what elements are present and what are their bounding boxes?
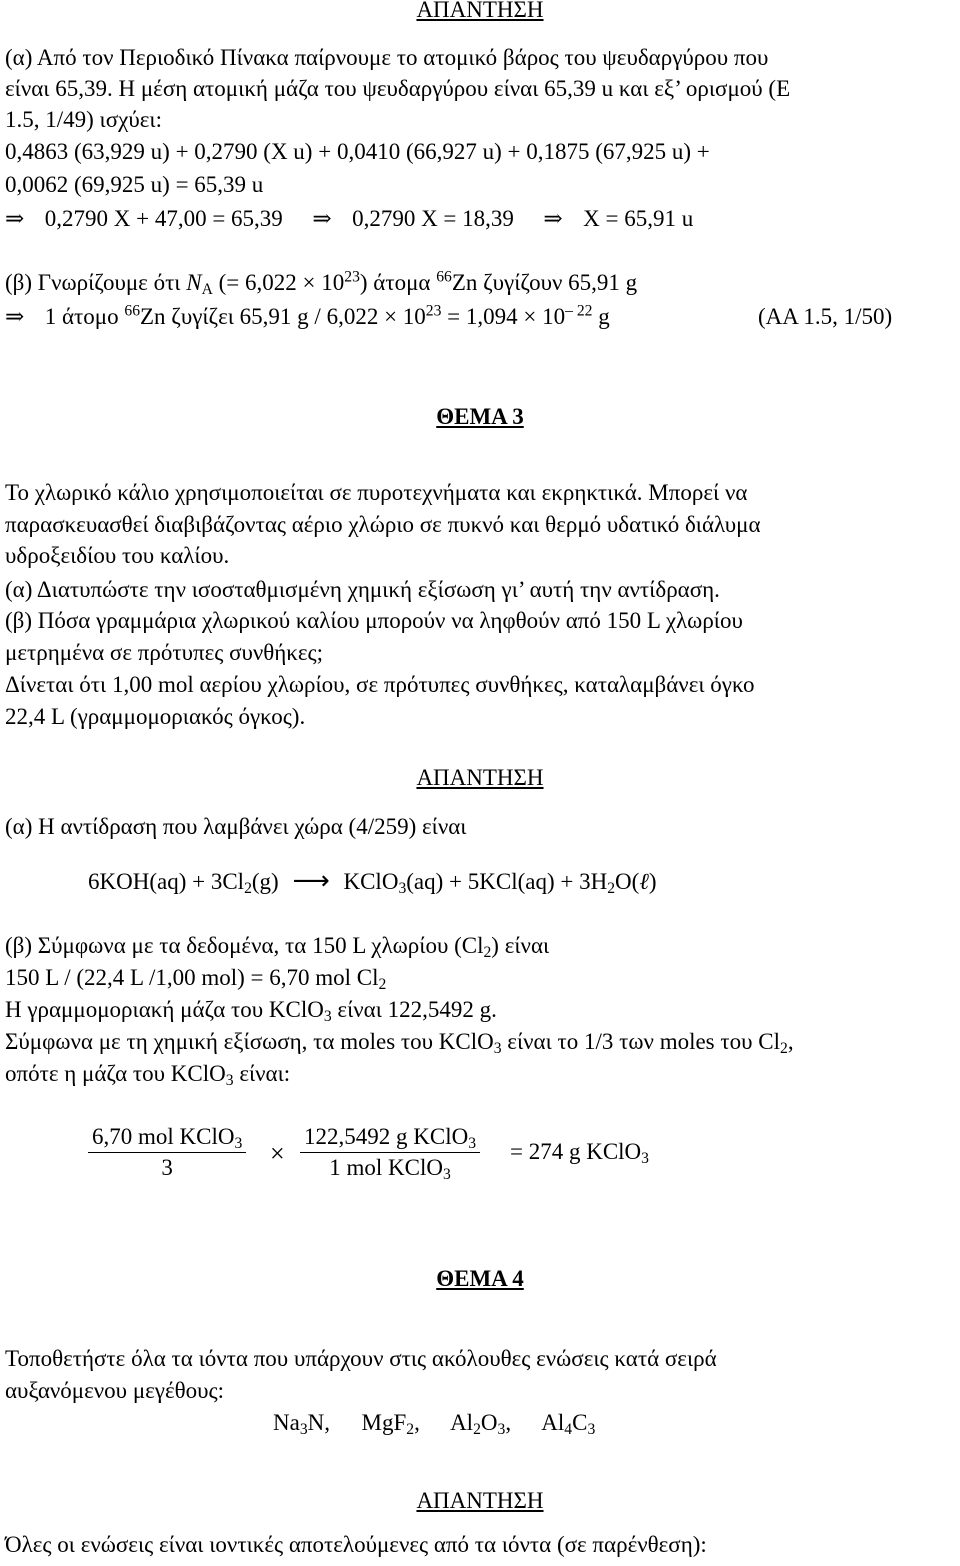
implies-icon: ⇒	[312, 206, 332, 231]
fraction-moles: 6,70 mol KClO$_3$ 3	[88, 1124, 246, 1181]
text-line: Τοποθετήστε όλα τα ιόντα που υπάρχουν στις ακόλουθες ενώσεις κατά σειρά	[5, 1346, 717, 1371]
text-line: παρασκευασθεί διαβιβάζοντας αέριο χλώριο σε πυκνό και θερμό υδατικό διάλυμα	[5, 512, 761, 537]
compound: $Al_4C_3$	[541, 1410, 596, 1438]
answer-heading-1: ΑΠΑΝΤΗΣΗ	[416, 0, 544, 22]
equation-result: X = 65,91 u	[583, 206, 694, 231]
equation-step: 0,2790 X + 47,00 = 65,39	[44, 206, 283, 231]
text-line: υδροξειδίου του καλίου.	[5, 543, 230, 568]
equation-step: 0,2790 X = 18,39	[352, 206, 514, 231]
text-line: (β) Γνωρίζουμε ότι $N_A$ (= $6,022 \times 10^{23}$) άτομα $^{66}$Zn ζυγίζουν 65,91 g	[5, 268, 638, 298]
compound-list	[273, 1408, 595, 1438]
text-line: 22,4 L (γραμμομοριακός όγκος).	[5, 704, 306, 729]
text-line: 0,0062 (69,925 u) = 65,39 u	[5, 172, 264, 197]
derivation-line: ⇒ 1 άτομο $^{66}$Zn ζυγίζει 65,91 $g / 6,022 \times 10^{23} = 1,094 \times 10^{- 22}$ g	[5, 302, 950, 332]
text-line: οπότε η μάζα του KClO$_3$ είναι:	[5, 1061, 291, 1089]
implies-icon: ⇒	[543, 206, 563, 231]
reaction-arrow-icon: ⟶	[292, 866, 330, 896]
fraction-molar-mass: 122,5492 g KClO$_3$ 1 mol KClO$_3$	[300, 1124, 480, 1181]
text-line: Σύμφωνα με τη χημική εξίσωση, τα moles του KClO$_3$ είναι το 1/3 των moles του $Cl_2$,	[5, 1029, 794, 1057]
times-icon: ×	[270, 1139, 285, 1168]
answer-heading-3: ΑΠΑΝΤΗΣΗ	[416, 1488, 544, 1513]
derivation-line	[5, 204, 950, 234]
text-line: Δίνεται ότι 1,00 mol αερίου χλωρίου, σε πρότυπες συνθήκες, καταλαμβάνει όγκο	[5, 672, 755, 697]
text-line: (α) Από τον Περιοδικό Πίνακα παίρνουμε το ατομικό βάρος του ψευδαργύρου που	[5, 45, 769, 70]
chemical-equation: $6KOH(aq) + 3Cl_2(g)$ ⟶ KClO$_3$(aq) + $5KCl(aq) + 3H_2O(\ell)$	[88, 866, 657, 897]
text-line: μετρημένα σε πρότυπες συνθήκες;	[5, 640, 324, 665]
compound: $Al_2O_3$,	[450, 1410, 512, 1438]
text-line: (β) Πόσα γραμμάρια χλωρικού καλίου μπορούν να ληφθούν από 150 L χλωρίου	[5, 608, 743, 633]
text-line: Το χλωρικό κάλιο χρησιμοποιείται σε πυροτεχνήματα και εκρηκτικά. Μπορεί να	[5, 480, 748, 505]
text-line: 1.5, 1/49) ισχύει:	[5, 107, 162, 132]
answer-heading-2: ΑΠΑΝΤΗΣΗ	[416, 765, 544, 790]
implies-icon: ⇒	[5, 304, 25, 329]
text-line: Όλες οι ενώσεις είναι ιοντικές αποτελούμενες από τα ιόντα (σε παρένθεση):	[5, 1532, 707, 1557]
compound: MgF$_2$,	[361, 1410, 420, 1438]
implies-icon: ⇒	[5, 206, 25, 231]
text-line: (α) Διατυπώστε την ισοσταθμισμένη χημική εξίσωση γι’ αυτή την αντίδραση.	[5, 577, 720, 602]
text-line: αυξανόμενου μεγέθους:	[5, 1378, 225, 1403]
theme-4-title: ΘΕΜΑ 4	[436, 1266, 524, 1291]
text-line: 150 L / (22,4 L /1,00 mol) = 6,70 mol $Cl_2$	[5, 965, 387, 993]
text-line: (α) Η αντίδραση που λαμβάνει χώρα (4/259) είναι	[5, 814, 467, 839]
theme-3-title: ΘΕΜΑ 3	[436, 404, 524, 429]
compound: $Na_3N$,	[273, 1410, 331, 1438]
calculation-result: = 274 g KClO$_3$	[510, 1139, 649, 1167]
text-line: Η γραμμομοριακή μάζα του KClO$_3$ είναι 122,5492 g.	[5, 997, 497, 1025]
text-line: (β) Σύμφωνα με τα δεδομένα, τα 150 L χλωρίου $(Cl_2)$ είναι	[5, 933, 550, 961]
text-line: είναι 65,39. Η μέση ατομική μάζα του ψευδαργύρου είναι 65,39 u και εξ’ ορισμού (Ε	[5, 76, 791, 101]
text-line: 0,4863 (63,929 u) + 0,2790 (X u) + 0,0410 (66,927 u) + 0,1875 (67,925 u) +	[5, 139, 710, 164]
reference: (ΑΑ 1.5, 1/50)	[758, 304, 893, 329]
